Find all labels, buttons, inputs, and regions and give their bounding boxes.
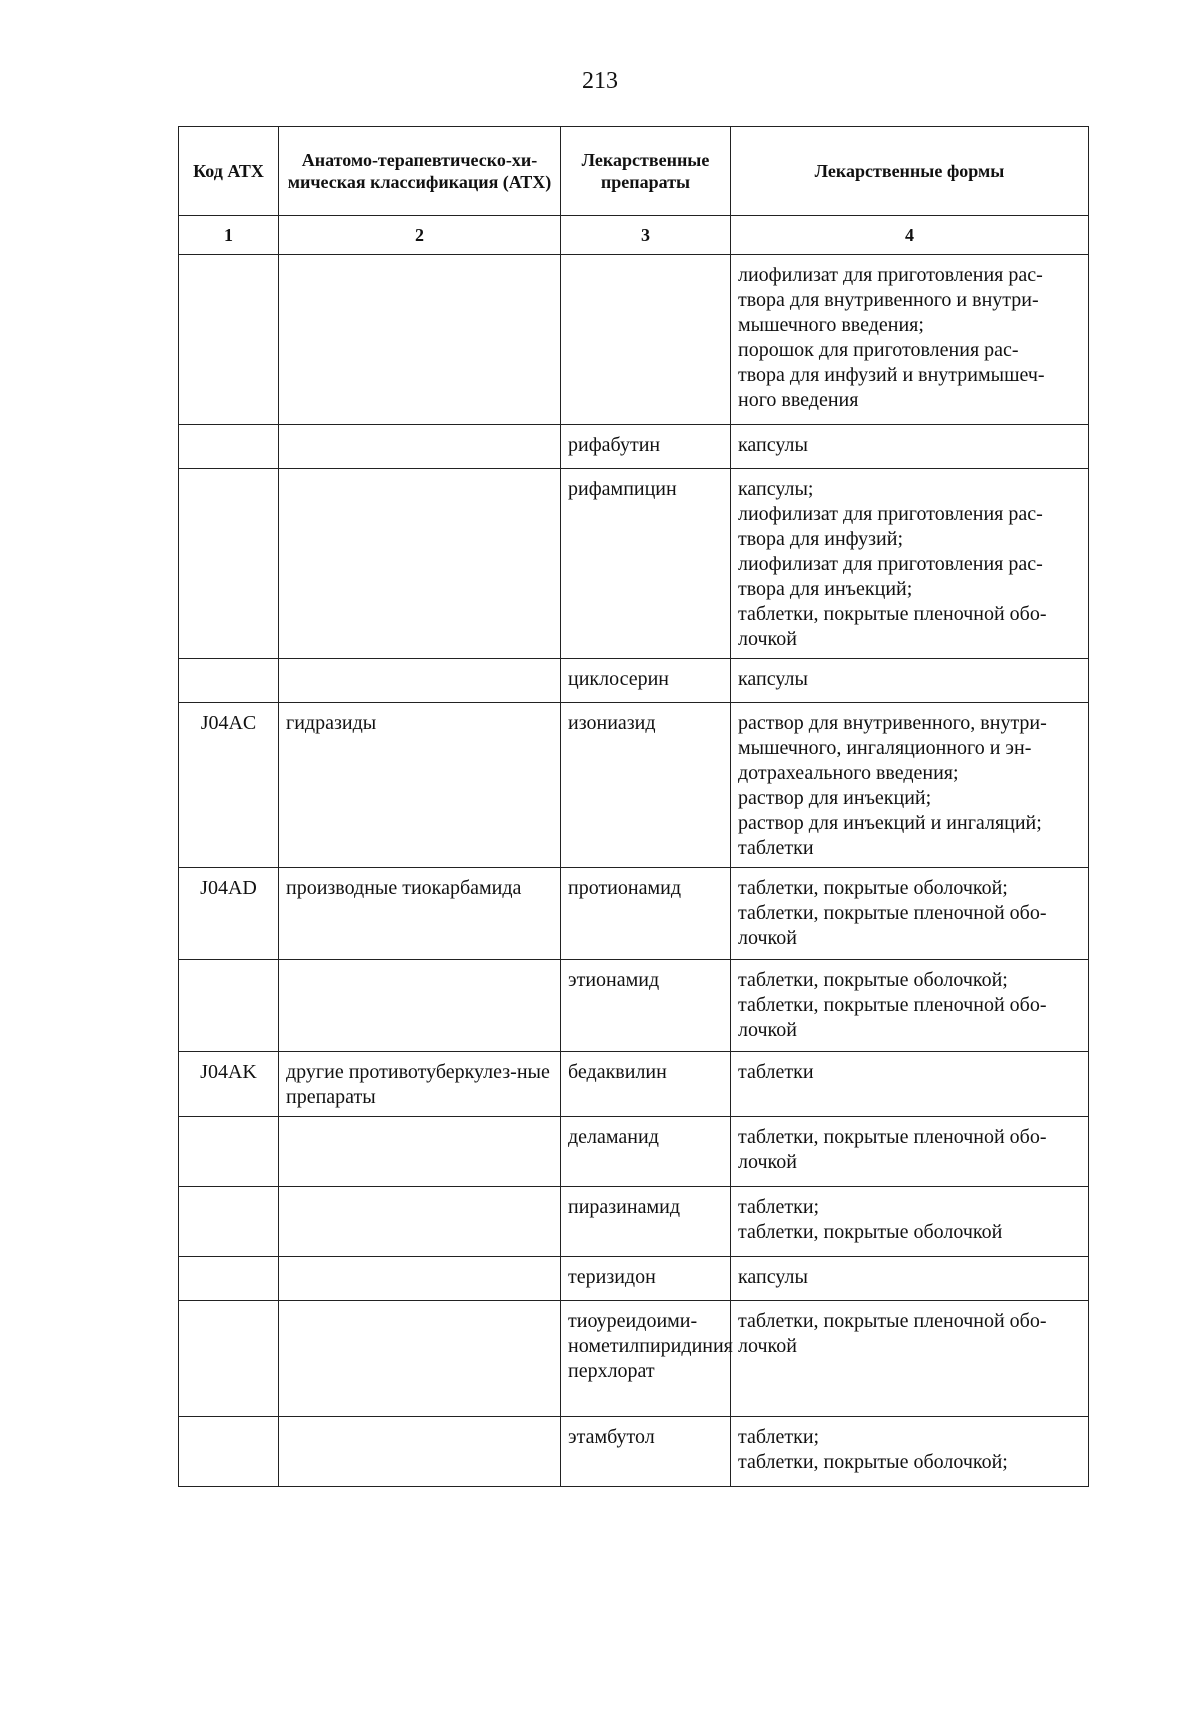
- table-row: [179, 659, 1089, 703]
- table-row: [179, 469, 1089, 659]
- cell-drug: бедаквилин: [561, 1052, 731, 1117]
- dosage-form-line: таблетки, покрытые оболочкой: [738, 1221, 1003, 1243]
- header-atx-code: Код АТХ: [179, 127, 279, 216]
- table-row: [179, 255, 1089, 425]
- dosage-form-line: лиофилизат для приготовления рас-: [738, 503, 1043, 525]
- cell-class: [279, 1117, 561, 1187]
- dosage-form-line: раствор для инъекций;: [738, 787, 932, 809]
- cell-code: [179, 1117, 279, 1187]
- dosage-form-line: раствор для инъекций и ингаляций;: [738, 812, 1042, 834]
- cell-class: [279, 659, 561, 703]
- cell-forms: [731, 1257, 1089, 1301]
- column-number-3: 3: [561, 216, 731, 255]
- cell-class: другие противотуберкулез-ные препараты: [279, 1052, 561, 1117]
- dosage-form-line: лочкой: [738, 1151, 797, 1173]
- cell-drug: [561, 255, 731, 425]
- cell-drug: этамбутол: [561, 1417, 731, 1487]
- cell-forms: [731, 868, 1089, 960]
- cell-forms: [731, 659, 1089, 703]
- atx-drug-table: [178, 126, 1089, 1487]
- column-number-4: 4: [731, 216, 1089, 255]
- dosage-form-line: твора для инфузий и внутримышеч-: [738, 364, 1045, 386]
- cell-code: [179, 659, 279, 703]
- cell-class: [279, 469, 561, 659]
- cell-drug: протионамид: [561, 868, 731, 960]
- cell-forms: [731, 1187, 1089, 1257]
- cell-drug: рифабутин: [561, 425, 731, 469]
- dosage-form-line: таблетки;: [738, 1426, 820, 1448]
- table-row: [179, 960, 1089, 1052]
- cell-code: [179, 1257, 279, 1301]
- dosage-form-line: таблетки, покрытые пленочной обо-: [738, 1310, 1047, 1332]
- cell-drug: циклосерин: [561, 659, 731, 703]
- cell-code: [179, 960, 279, 1052]
- dosage-form-line: твора для внутривенного и внутри-: [738, 289, 1039, 311]
- table-row: [179, 1052, 1089, 1117]
- dosage-form-line: дотрахеального введения;: [738, 762, 959, 784]
- dosage-form-line: лочкой: [738, 1019, 797, 1041]
- cell-code: [179, 425, 279, 469]
- dosage-form-line: таблетки, покрытые пленочной обо-: [738, 1126, 1047, 1148]
- cell-forms: [731, 1301, 1089, 1417]
- table-row: [179, 425, 1089, 469]
- table-row: [179, 1257, 1089, 1301]
- dosage-form-line: таблетки, покрытые пленочной обо-: [738, 902, 1047, 924]
- dosage-form-line: таблетки: [738, 837, 814, 859]
- dosage-form-line: капсулы: [738, 668, 808, 690]
- dosage-form-line: таблетки, покрытые пленочной обо-: [738, 603, 1047, 625]
- table-body: [179, 255, 1089, 1487]
- cell-code: [179, 469, 279, 659]
- header-dosage-forms: Лекарственные формы: [731, 127, 1089, 216]
- dosage-form-line: таблетки, покрытые оболочкой;: [738, 877, 1008, 899]
- dosage-form-line: лочкой: [738, 1335, 797, 1357]
- table-row: [179, 703, 1089, 868]
- dosage-form-line: капсулы: [738, 434, 808, 456]
- dosage-form-line: твора для инфузий;: [738, 528, 904, 550]
- cell-drug: изониазид: [561, 703, 731, 868]
- header-drugs: Лекарственные препараты: [561, 127, 731, 216]
- cell-code: [179, 255, 279, 425]
- header-atx-classification: Анатомо-терапевтическо-хи-мическая классификация (АТХ): [279, 127, 561, 216]
- cell-code: [179, 1417, 279, 1487]
- cell-class: [279, 1417, 561, 1487]
- page-number: 213: [582, 68, 618, 94]
- cell-class: [279, 425, 561, 469]
- cell-class: [279, 1187, 561, 1257]
- cell-class: [279, 960, 561, 1052]
- cell-forms: [731, 469, 1089, 659]
- dosage-form-line: капсулы: [738, 1266, 808, 1288]
- cell-class: гидразиды: [279, 703, 561, 868]
- cell-drug: теризидон: [561, 1257, 731, 1301]
- dosage-form-line: лочкой: [738, 927, 797, 949]
- column-number-1: 1: [179, 216, 279, 255]
- cell-forms: [731, 960, 1089, 1052]
- dosage-form-line: капсулы;: [738, 478, 814, 500]
- table-row: [179, 868, 1089, 960]
- table-column-number-row: [179, 216, 1089, 255]
- table-row: [179, 1301, 1089, 1417]
- cell-code: [179, 1187, 279, 1257]
- dosage-form-line: мышечного, ингаляционного и эн-: [738, 737, 1032, 759]
- cell-forms: [731, 255, 1089, 425]
- dosage-form-line: таблетки, покрытые оболочкой;: [738, 969, 1008, 991]
- table-row: [179, 1417, 1089, 1487]
- table-header-row: [179, 127, 1089, 216]
- dosage-form-line: таблетки;: [738, 1196, 820, 1218]
- table-row: [179, 1117, 1089, 1187]
- dosage-form-line: твора для инъекций;: [738, 578, 913, 600]
- cell-forms: [731, 1117, 1089, 1187]
- cell-class: [279, 255, 561, 425]
- dosage-form-line: лиофилизат для приготовления рас-: [738, 553, 1043, 575]
- cell-class: производные тиокарбамида: [279, 868, 561, 960]
- column-number-2: 2: [279, 216, 561, 255]
- cell-forms: [731, 425, 1089, 469]
- cell-code: [179, 1301, 279, 1417]
- dosage-form-line: лочкой: [738, 628, 797, 650]
- cell-class: [279, 1301, 561, 1417]
- dosage-form-line: таблетки: [738, 1061, 814, 1083]
- dosage-form-line: раствор для внутривенного, внутри-: [738, 712, 1047, 734]
- cell-drug: рифампицин: [561, 469, 731, 659]
- table-row: [179, 1187, 1089, 1257]
- cell-drug: этионамид: [561, 960, 731, 1052]
- cell-class: [279, 1257, 561, 1301]
- cell-drug: деламанид: [561, 1117, 731, 1187]
- dosage-form-line: лиофилизат для приготовления рас-: [738, 264, 1043, 286]
- dosage-form-line: таблетки, покрытые оболочкой;: [738, 1451, 1008, 1473]
- cell-forms: [731, 1052, 1089, 1117]
- cell-drug: пиразинамид: [561, 1187, 731, 1257]
- dosage-form-line: мышечного введения;: [738, 314, 924, 336]
- dosage-form-line: таблетки, покрытые пленочной обо-: [738, 994, 1047, 1016]
- cell-code: J04AC: [179, 703, 279, 868]
- cell-drug: тиоуреидоими-нометилпиридиния перхлорат: [561, 1301, 731, 1417]
- dosage-form-line: ного введения: [738, 389, 859, 411]
- cell-forms: [731, 703, 1089, 868]
- cell-code: J04AD: [179, 868, 279, 960]
- cell-forms: [731, 1417, 1089, 1487]
- cell-code: J04AK: [179, 1052, 279, 1117]
- dosage-form-line: порошок для приготовления рас-: [738, 339, 1019, 361]
